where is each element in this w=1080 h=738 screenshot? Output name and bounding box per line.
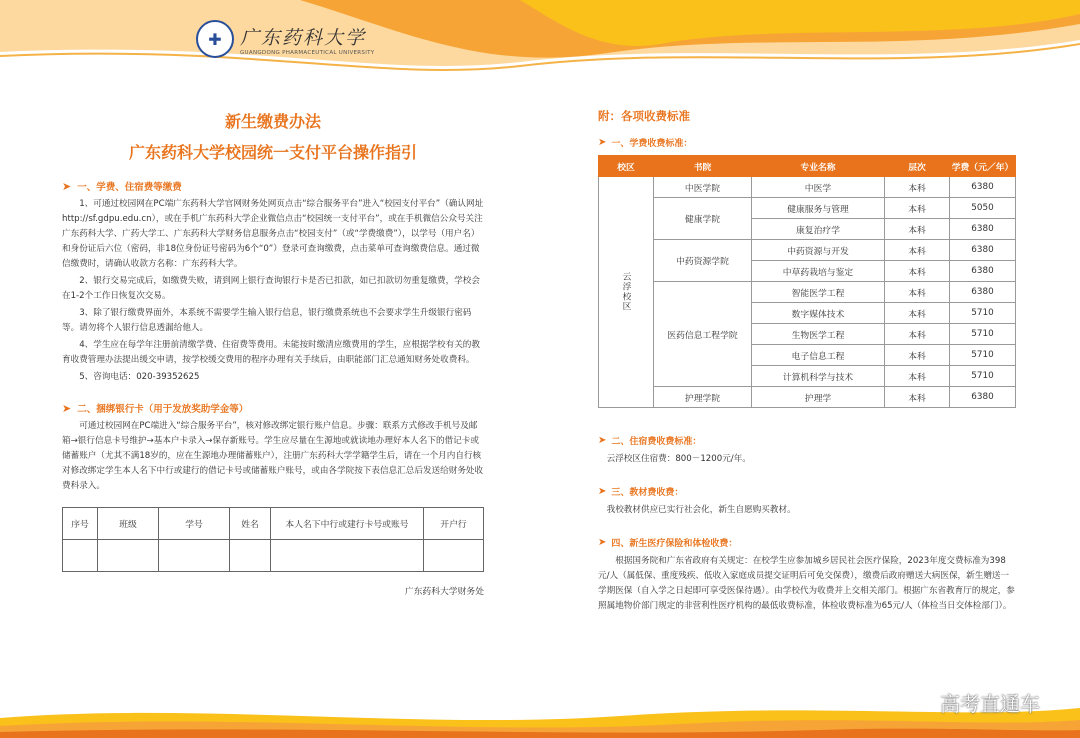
section-heading-payment: ➤ 一、学费、住宿费等缴费 — [62, 179, 182, 193]
payment-paragraph-4: 4、学生应在每学年注册前清缴学费、住宿费等费用。未能按时缴清应缴费用的学生，应根据学校有关的教育收费管理办法提出缓交申请，按学校缓交费用的程序办理有关手续后，由职能部门汇总通知财务处收费科。 — [62, 340, 480, 365]
main-subtitle: 广东药科大学校园统一支付平台操作指引 — [128, 143, 417, 162]
watermark-text: 高考直通车 — [940, 692, 1040, 716]
college-cell: 健康学院 — [654, 198, 752, 240]
fee-cell: 6380 — [950, 261, 1016, 282]
arrow-icon: ➤ — [62, 179, 72, 193]
table-row — [599, 177, 1016, 198]
fee-cell: 5710 — [950, 324, 1016, 345]
fee-cell: 6380 — [950, 387, 1016, 408]
campus-cell: 云浮校区 — [599, 177, 654, 408]
level-cell: 本科 — [885, 303, 950, 324]
major-cell: 智能医学工程 — [752, 282, 885, 303]
table-cell — [159, 540, 230, 572]
arrow-icon: ➤ — [598, 137, 607, 148]
level-cell: 本科 — [885, 261, 950, 282]
major-cell: 生物医学工程 — [752, 324, 885, 345]
insurance-heading: ➤ 四、新生医疗保险和体检收费： — [598, 537, 738, 549]
level-cell: 本科 — [885, 177, 950, 198]
logo-english-name: GUANGDONG PHARMACEUTICAL UNIVERSITY — [240, 49, 375, 56]
table-header-cell: 学号 — [159, 508, 230, 540]
payment-paragraph-5: 5、咨询电话：020-39352625 — [79, 372, 200, 382]
table-header-cell: 序号 — [63, 508, 98, 540]
fee-cell: 5710 — [950, 366, 1016, 387]
logo-chinese-name: 广东药科大学 — [240, 26, 367, 49]
fee-cell: 6380 — [950, 219, 1016, 240]
major-cell: 康复治疗学 — [752, 219, 885, 240]
college-cell: 医药信息工程学院 — [654, 282, 752, 387]
table-header-cell: 专业名称 — [752, 156, 885, 177]
arrow-icon: ➤ — [598, 486, 607, 497]
level-cell: 本科 — [885, 198, 950, 219]
table-header-cell: 本人名下中行或建行卡号或账号 — [271, 508, 424, 540]
table-row — [599, 387, 1016, 408]
major-cell: 中草药栽培与鉴定 — [752, 261, 885, 282]
major-cell: 中医学 — [752, 177, 885, 198]
table-cell — [230, 540, 271, 572]
accommodation-heading: ➤ 二、住宿费收费标准： — [598, 435, 702, 447]
table-header-cell: 校区 — [599, 156, 654, 177]
college-cell: 中医学院 — [654, 177, 752, 198]
level-cell: 本科 — [885, 240, 950, 261]
level-cell: 本科 — [885, 219, 950, 240]
table-row — [599, 282, 1016, 303]
level-cell: 本科 — [885, 387, 950, 408]
section-heading-bank-card: ➤ 二、捆绑银行卡（用于发放奖助学金等） — [62, 401, 249, 415]
table-cell — [424, 540, 484, 572]
major-cell: 中药资源与开发 — [752, 240, 885, 261]
fee-cell: 6380 — [950, 240, 1016, 261]
table-header-cell: 书院 — [654, 156, 752, 177]
table-row — [599, 198, 1016, 219]
fee-cell: 5050 — [950, 198, 1016, 219]
level-cell: 本科 — [885, 324, 950, 345]
table-header-cell: 学费（元／年） — [950, 156, 1016, 177]
payment-paragraph-2: 2、银行交易完成后，如缴费失败，请到网上银行查询银行卡是否已扣款，如已扣款切勿重复缴费，学校会在1-2个工作日恢复次交易。 — [62, 276, 480, 301]
table-cell — [98, 540, 159, 572]
major-cell: 护理学 — [752, 387, 885, 408]
major-cell: 数字媒体技术 — [752, 303, 885, 324]
accommodation-text: 云浮校区住宿费：800－1200元/年。 — [606, 454, 751, 464]
table-header-cell: 开户行 — [424, 508, 484, 540]
textbook-text: 我校教材供应已实行社会化，新生自愿购买教材。 — [606, 505, 796, 515]
table-cell — [271, 540, 424, 572]
college-cell: 护理学院 — [654, 387, 752, 408]
level-cell: 本科 — [885, 366, 950, 387]
fee-cell: 6380 — [950, 177, 1016, 198]
major-cell: 电子信息工程 — [752, 345, 885, 366]
table-header-cell: 姓名 — [230, 508, 271, 540]
textbook-heading: ➤ 三、教材费收费： — [598, 486, 684, 498]
major-cell: 健康服务与管理 — [752, 198, 885, 219]
table-row — [599, 240, 1016, 261]
top-wave-decoration — [0, 0, 1080, 100]
main-title: 新生缴费办法 — [224, 112, 321, 131]
university-emblem-icon: ✚ — [196, 20, 234, 58]
major-cell: 计算机科学与技术 — [752, 366, 885, 387]
arrow-icon: ➤ — [598, 435, 607, 446]
bank-card-paragraph: 可通过校园网在PC端进入“综合服务平台”，核对修改绑定银行账户信息。步骤：联系方式修改手机号及邮箱→银行信息卡号维护→基本户卡录入→保存新账号。学生应尽量在生源地或就读地办理好本人名下的借记卡或储蓄账户（尤其不满18岁的，应在生源地办理储蓄账户），注册广东药科大学学籍学生后，请在一个月内自行核对修改绑定学生本人名下中行或建行的借记卡号或储蓄账户账号，或由各学院按下表信息汇总后发送给财务处收费科录入。 — [62, 421, 484, 491]
level-cell: 本科 — [885, 345, 950, 366]
bottom-wave-decoration — [0, 690, 1080, 738]
payment-paragraph-3: 3、除了银行缴费界面外，本系统不需要学生输入银行信息，银行缴费系统也不会要求学生升级银行密码等。请勿将个人银行信息透漏给他人。 — [62, 308, 472, 333]
appendix-title: 附：各项收费标准 — [598, 109, 690, 123]
signature-finance-office: 广东药科大学财务处 — [404, 587, 484, 597]
fee-cell: 5710 — [950, 345, 1016, 366]
fee-cell: 6380 — [950, 282, 1016, 303]
tuition-heading: ➤ 一、学费收费标准： — [598, 137, 693, 149]
tuition-fee-table — [598, 155, 1016, 408]
table-row — [63, 508, 484, 540]
table-cell — [63, 540, 98, 572]
arrow-icon: ➤ — [598, 537, 607, 548]
university-logo — [196, 20, 374, 58]
payment-paragraph-1: 1、可通过校园网在PC端广东药科大学官网财务处网页点击“综合服务平台”进入“校园支付平台”（确认网址http://sf.gdpu.edu.cn），或在手机广东药科大学企业微信点击“校园统一支付平台”，或在手机微信公众号关注广东药科大学、广药大学工、广东药科大学财务信息服务点击“校园支付”（或“学费缴费”），以学号（用户名）和身份证后六位（密码，非18位身份证号密码为6个“0”）登录可查询缴费，点击菜单可查询缴费信息。通过微信缴费时，请确认收款方名称：广东药科大学。 — [62, 199, 484, 269]
bank-account-table — [62, 507, 484, 572]
table-header-cell: 班级 — [98, 508, 159, 540]
left-column — [62, 105, 484, 597]
table-header-cell: 层次 — [885, 156, 950, 177]
level-cell: 本科 — [885, 282, 950, 303]
insurance-text: 根据国务院和广东省政府有关规定：在校学生应参加城乡居民社会医疗保险，2023年度交费标准为398元/人（属低保、重度残疾、低收入家庭成员提交证明后可免交保费），缴费后政府赠送大病医保，新生赠送一学期医保（自入学之日起即可享受医保待遇）。由学校代为收费并上交相关部门。根据广东省教育厅的规定，参照属地物价部门规定的非营利性医疗机构的最低收费标准，体检收费标准为65元/人（体检当日交体检部门）。 — [598, 556, 1015, 611]
college-cell: 中药资源学院 — [654, 240, 752, 282]
fee-cell: 5710 — [950, 303, 1016, 324]
right-column — [598, 108, 1016, 614]
arrow-icon: ➤ — [62, 401, 72, 415]
table-row — [63, 540, 484, 572]
table-header-row — [599, 156, 1016, 177]
